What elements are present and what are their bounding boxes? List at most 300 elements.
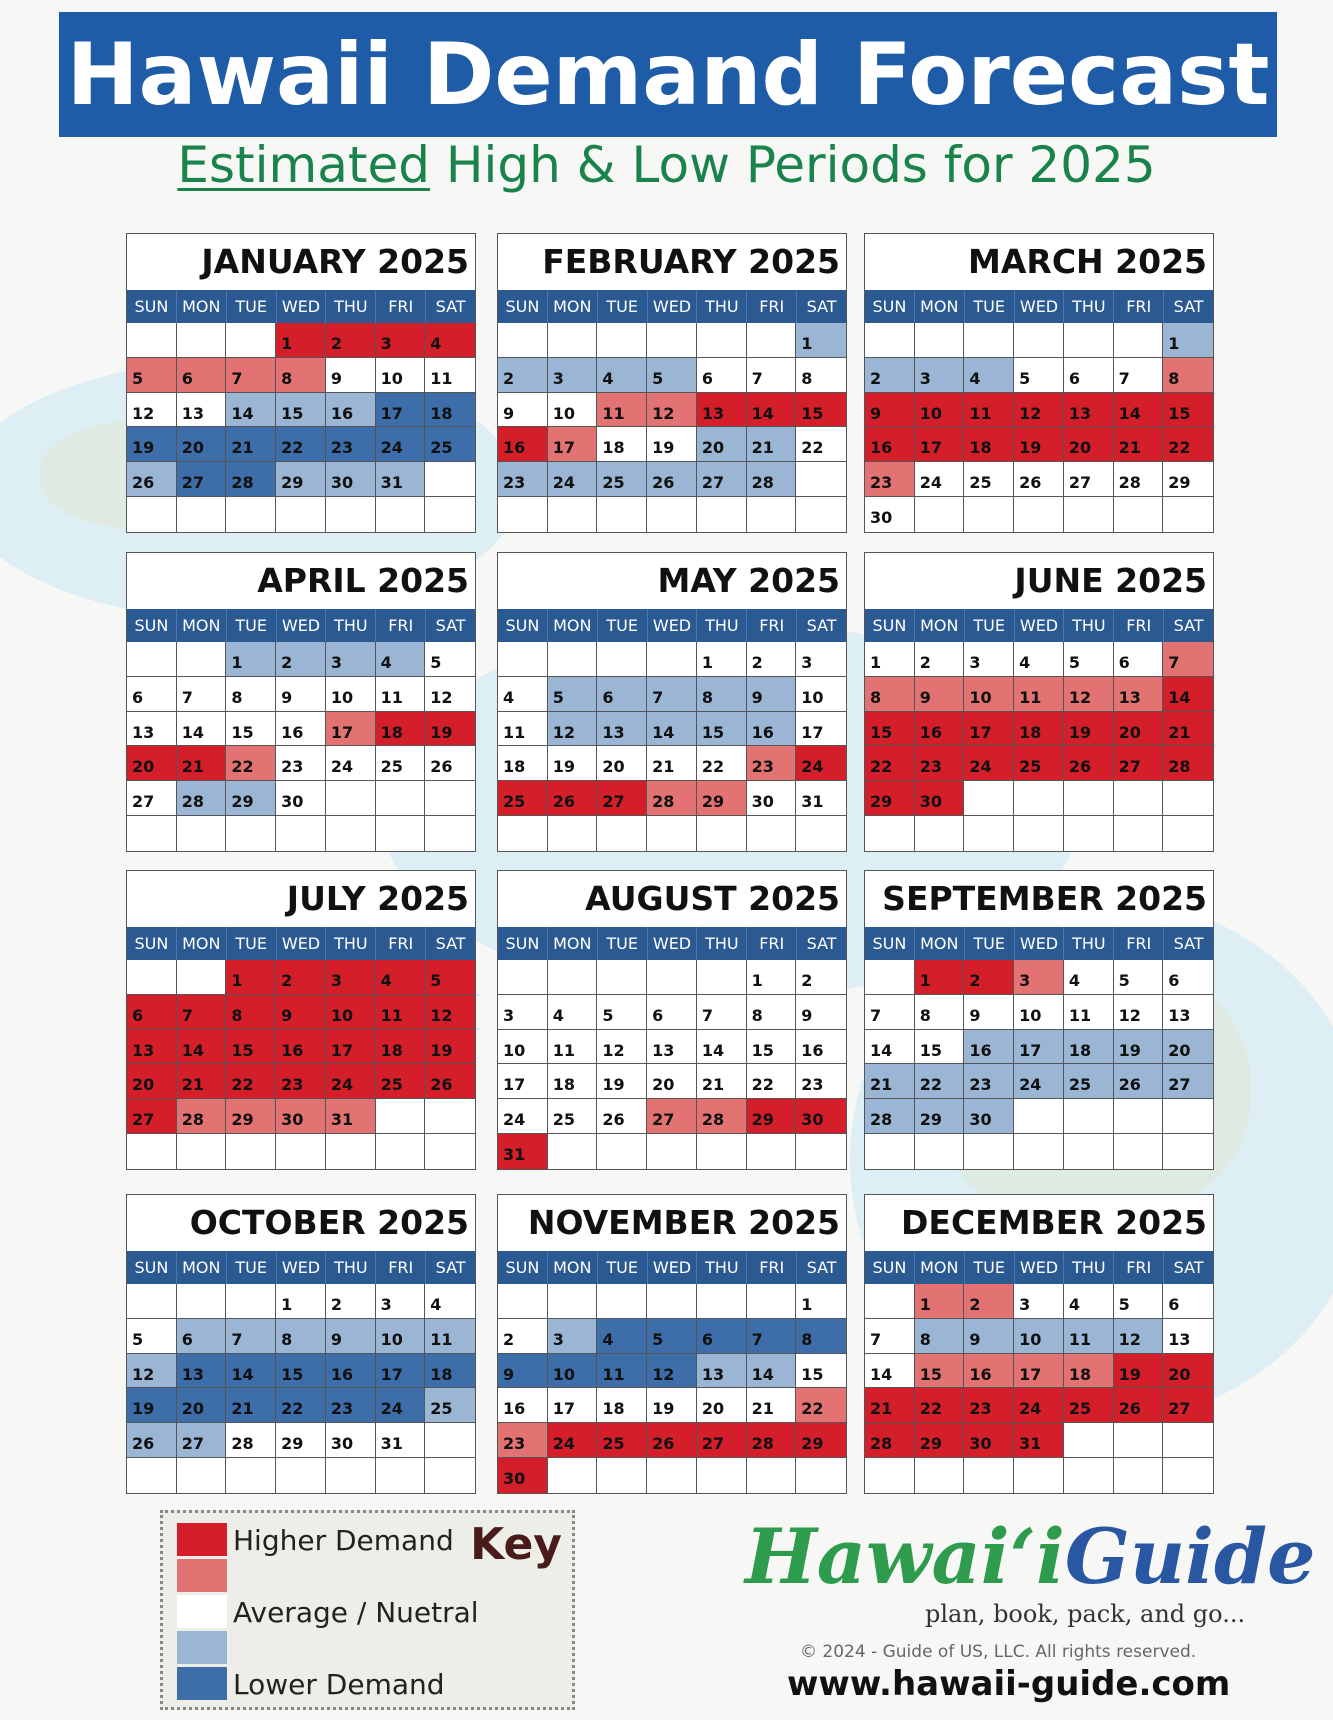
empty-day-cell [865, 960, 915, 995]
day-cell: 24 [376, 1388, 426, 1423]
day-grid [865, 323, 1213, 532]
day-cell: 28 [226, 462, 276, 497]
day-grid [127, 642, 475, 851]
empty-day-cell [548, 1458, 598, 1493]
day-cell: 21 [747, 427, 797, 462]
day-cell: 19 [127, 427, 177, 462]
empty-day-cell [647, 960, 697, 995]
day-cell: 19 [647, 427, 697, 462]
day-cell: 13 [1163, 1319, 1213, 1354]
day-cell: 10 [498, 1030, 548, 1065]
day-cell: 23 [964, 1064, 1014, 1099]
day-cell: 7 [747, 358, 797, 393]
day-cell: 2 [326, 1284, 376, 1319]
day-grid [498, 642, 846, 851]
day-cell: 8 [226, 995, 276, 1030]
day-cell: 29 [226, 1099, 276, 1134]
day-cell: 24 [498, 1099, 548, 1134]
empty-day-cell [1163, 781, 1213, 816]
brand-logo [745, 1512, 1315, 1601]
day-cell: 25 [376, 1064, 426, 1099]
month-title: JULY 2025 [286, 879, 469, 918]
day-cell: 20 [1064, 427, 1114, 462]
day-cell: 30 [276, 781, 326, 816]
empty-day-cell [276, 1134, 326, 1169]
empty-day-cell [177, 816, 227, 851]
day-cell: 16 [964, 1030, 1014, 1065]
month-title: NOVEMBER 2025 [527, 1203, 840, 1242]
month-calendar [497, 552, 847, 852]
empty-day-cell [1114, 1099, 1164, 1134]
day-cell: 2 [498, 1319, 548, 1354]
day-cell: 7 [177, 677, 227, 712]
day-cell: 30 [498, 1458, 548, 1493]
empty-day-cell [548, 1284, 598, 1319]
empty-day-cell [647, 816, 697, 851]
day-cell: 30 [915, 781, 965, 816]
day-cell: 6 [1114, 642, 1164, 677]
day-cell: 30 [964, 1099, 1014, 1134]
day-cell: 13 [597, 712, 647, 747]
empty-day-cell [177, 642, 227, 677]
day-cell: 21 [1163, 712, 1213, 747]
day-cell: 27 [697, 462, 747, 497]
empty-day-cell [747, 497, 797, 532]
weekday-label: MON [177, 609, 227, 642]
weekday-label: FRI [747, 609, 797, 642]
day-cell: 12 [647, 393, 697, 428]
empty-day-cell [747, 1134, 797, 1169]
day-cell: 24 [964, 746, 1014, 781]
weekday-label: SAT [806, 1258, 837, 1277]
day-cell: 6 [127, 995, 177, 1030]
day-cell: 15 [915, 1354, 965, 1389]
day-cell: 4 [498, 677, 548, 712]
weekday-label: WED [1015, 927, 1065, 960]
day-cell: 11 [376, 677, 426, 712]
month-title: APRIL 2025 [257, 561, 469, 600]
month-title: SEPTEMBER 2025 [882, 879, 1207, 918]
empty-day-cell [177, 1458, 227, 1493]
weekday-header [498, 1251, 846, 1284]
website-url[interactable]: www.hawaii-guide.com [787, 1664, 1231, 1704]
empty-day-cell [796, 816, 846, 851]
empty-day-cell [548, 323, 598, 358]
empty-day-cell [1014, 323, 1064, 358]
day-cell: 18 [498, 746, 548, 781]
empty-day-cell [796, 1458, 846, 1493]
day-cell: 17 [548, 1388, 598, 1423]
day-cell: 14 [647, 712, 697, 747]
page-title: Hawaii Demand Forecast [59, 12, 1277, 137]
day-cell: 25 [498, 781, 548, 816]
day-cell: 7 [226, 1319, 276, 1354]
day-cell: 11 [425, 358, 475, 393]
empty-day-cell [1114, 816, 1164, 851]
day-cell: 18 [1014, 712, 1064, 747]
day-cell: 1 [915, 1284, 965, 1319]
day-cell: 3 [1014, 960, 1064, 995]
day-cell: 25 [1064, 1064, 1114, 1099]
empty-day-cell [226, 1458, 276, 1493]
empty-day-cell [1114, 781, 1164, 816]
key-title: Key [470, 1519, 562, 1570]
day-cell: 2 [326, 323, 376, 358]
empty-day-cell [1163, 1458, 1213, 1493]
day-cell: 26 [127, 1423, 177, 1458]
empty-day-cell [1014, 781, 1064, 816]
day-cell: 27 [1163, 1388, 1213, 1423]
day-cell: 4 [1064, 960, 1114, 995]
day-cell: 24 [548, 1423, 598, 1458]
empty-day-cell [425, 1134, 475, 1169]
month-calendar [126, 1194, 476, 1494]
weekday-label: FRI [747, 1251, 797, 1284]
month-calendar [126, 870, 476, 1170]
day-cell: 26 [1114, 1064, 1164, 1099]
day-cell: 4 [1064, 1284, 1114, 1319]
day-cell: 14 [177, 712, 227, 747]
day-cell: 10 [376, 1319, 426, 1354]
day-cell: 19 [597, 1064, 647, 1099]
day-cell: 27 [177, 1423, 227, 1458]
weekday-label: MON [548, 1251, 598, 1284]
day-cell: 27 [647, 1099, 697, 1134]
day-cell: 22 [697, 746, 747, 781]
day-cell: 8 [796, 358, 846, 393]
empty-day-cell [425, 462, 475, 497]
day-cell: 21 [1114, 427, 1164, 462]
weekday-header [498, 290, 846, 323]
day-cell: 17 [326, 712, 376, 747]
empty-day-cell [597, 816, 647, 851]
day-cell: 16 [865, 427, 915, 462]
day-cell: 3 [915, 358, 965, 393]
empty-day-cell [226, 497, 276, 532]
day-cell: 18 [597, 427, 647, 462]
day-cell: 27 [177, 462, 227, 497]
day-cell: 20 [177, 427, 227, 462]
day-cell: 16 [498, 427, 548, 462]
day-cell: 17 [326, 1030, 376, 1065]
day-cell: 14 [865, 1354, 915, 1389]
day-cell: 28 [177, 1099, 227, 1134]
day-cell: 15 [915, 1030, 965, 1065]
day-cell: 3 [796, 642, 846, 677]
day-cell: 23 [865, 462, 915, 497]
weekday-label: THU [326, 927, 376, 960]
day-cell: 20 [647, 1064, 697, 1099]
empty-day-cell [697, 497, 747, 532]
empty-day-cell [1163, 1134, 1213, 1169]
empty-day-cell [177, 1134, 227, 1169]
month-calendar [864, 233, 1214, 533]
day-cell: 5 [1014, 358, 1064, 393]
weekday-header [127, 609, 475, 642]
day-cell: 2 [796, 960, 846, 995]
day-cell: 12 [1114, 995, 1164, 1030]
month-title: OCTOBER 2025 [189, 1203, 469, 1242]
weekday-label: THU [697, 927, 747, 960]
day-cell: 23 [796, 1064, 846, 1099]
day-cell: 26 [1064, 746, 1114, 781]
day-cell: 13 [177, 1354, 227, 1389]
empty-day-cell [865, 323, 915, 358]
empty-day-cell [425, 497, 475, 532]
empty-day-cell [376, 781, 426, 816]
empty-day-cell [498, 816, 548, 851]
key-swatch [177, 1523, 227, 1556]
day-cell: 29 [1163, 462, 1213, 497]
day-cell: 28 [177, 781, 227, 816]
key-label: Higher Demand [233, 1524, 454, 1557]
day-cell: 25 [1064, 1388, 1114, 1423]
day-cell: 26 [425, 746, 475, 781]
day-cell: 5 [647, 1319, 697, 1354]
empty-day-cell [865, 1284, 915, 1319]
day-cell: 23 [747, 746, 797, 781]
weekday-label: FRI [747, 927, 797, 960]
empty-day-cell [647, 1134, 697, 1169]
empty-day-cell [1114, 1458, 1164, 1493]
day-cell: 4 [964, 358, 1014, 393]
empty-day-cell [1114, 1134, 1164, 1169]
day-cell: 17 [498, 1064, 548, 1099]
empty-day-cell [177, 960, 227, 995]
day-cell: 9 [747, 677, 797, 712]
day-cell: 5 [647, 358, 697, 393]
weekday-label: SAT [435, 616, 466, 635]
day-cell: 30 [326, 1423, 376, 1458]
day-cell: 9 [964, 995, 1014, 1030]
day-cell: 17 [915, 427, 965, 462]
day-cell: 15 [865, 712, 915, 747]
day-cell: 25 [425, 1388, 475, 1423]
weekday-label: SAT [806, 297, 837, 316]
day-cell: 10 [964, 677, 1014, 712]
day-cell: 5 [1064, 642, 1114, 677]
day-cell: 11 [597, 1354, 647, 1389]
day-cell: 1 [276, 1284, 326, 1319]
day-cell: 26 [647, 1423, 697, 1458]
month-title: FEBRUARY 2025 [542, 242, 840, 281]
day-cell: 19 [425, 712, 475, 747]
day-cell: 14 [747, 393, 797, 428]
day-grid [127, 323, 475, 532]
empty-day-cell [498, 960, 548, 995]
weekday-label: MON [548, 927, 598, 960]
weekday-label: SUN [865, 290, 915, 323]
day-cell: 21 [865, 1064, 915, 1099]
day-cell: 27 [1114, 746, 1164, 781]
day-cell: 23 [498, 1423, 548, 1458]
day-cell: 22 [1163, 427, 1213, 462]
empty-day-cell [1064, 816, 1114, 851]
empty-day-cell [915, 497, 965, 532]
day-cell: 23 [276, 746, 326, 781]
empty-day-cell [425, 781, 475, 816]
empty-day-cell [226, 1134, 276, 1169]
day-cell: 5 [548, 677, 598, 712]
empty-day-cell [326, 497, 376, 532]
day-cell: 15 [226, 1030, 276, 1065]
month-title: JUNE 2025 [1014, 561, 1207, 600]
legend-key [160, 1510, 575, 1710]
day-cell: 6 [127, 677, 177, 712]
empty-day-cell [1163, 1099, 1213, 1134]
weekday-label: MON [915, 1251, 965, 1284]
day-cell: 9 [326, 1319, 376, 1354]
day-cell: 2 [964, 960, 1014, 995]
day-cell: 16 [276, 1030, 326, 1065]
day-cell: 3 [1014, 1284, 1064, 1319]
day-cell: 10 [1014, 1319, 1064, 1354]
empty-day-cell [796, 497, 846, 532]
weekday-label: FRI [376, 290, 426, 323]
empty-day-cell [326, 781, 376, 816]
day-cell: 1 [697, 642, 747, 677]
empty-day-cell [226, 1284, 276, 1319]
day-cell: 31 [326, 1099, 376, 1134]
day-cell: 4 [376, 642, 426, 677]
day-cell: 7 [647, 677, 697, 712]
day-cell: 9 [796, 995, 846, 1030]
weekday-label: FRI [1114, 927, 1164, 960]
day-grid [127, 960, 475, 1169]
weekday-label: MON [915, 609, 965, 642]
day-cell: 11 [597, 393, 647, 428]
weekday-label: SUN [127, 1251, 177, 1284]
day-cell: 19 [1114, 1030, 1164, 1065]
weekday-label: THU [1064, 290, 1114, 323]
day-cell: 19 [1114, 1354, 1164, 1389]
day-cell: 5 [597, 995, 647, 1030]
empty-day-cell [697, 1458, 747, 1493]
weekday-label: FRI [376, 927, 426, 960]
day-cell: 21 [177, 746, 227, 781]
day-cell: 17 [796, 712, 846, 747]
day-cell: 12 [1014, 393, 1064, 428]
empty-day-cell [177, 1284, 227, 1319]
day-cell: 28 [1163, 746, 1213, 781]
day-cell: 22 [865, 746, 915, 781]
weekday-label: TUE [598, 1251, 648, 1284]
empty-day-cell [1064, 323, 1114, 358]
day-cell: 9 [498, 393, 548, 428]
month-calendar [126, 233, 476, 533]
brand-block [745, 1512, 1316, 1712]
weekday-label: FRI [376, 609, 426, 642]
day-cell: 1 [796, 1284, 846, 1319]
empty-day-cell [796, 462, 846, 497]
day-cell: 8 [697, 677, 747, 712]
weekday-label: TUE [965, 609, 1015, 642]
empty-day-cell [747, 1458, 797, 1493]
day-cell: 14 [226, 393, 276, 428]
empty-day-cell [697, 1284, 747, 1319]
day-cell: 24 [548, 462, 598, 497]
day-cell: 24 [376, 427, 426, 462]
day-cell: 22 [276, 1388, 326, 1423]
day-cell: 20 [597, 746, 647, 781]
month-calendar [864, 552, 1214, 852]
day-cell: 15 [747, 1030, 797, 1065]
empty-day-cell [647, 497, 697, 532]
day-cell: 29 [915, 1423, 965, 1458]
month-calendar [126, 552, 476, 852]
day-cell: 2 [865, 358, 915, 393]
day-cell: 23 [915, 746, 965, 781]
day-cell: 28 [747, 1423, 797, 1458]
day-cell: 2 [915, 642, 965, 677]
day-cell: 3 [548, 358, 598, 393]
weekday-header [865, 927, 1213, 960]
day-cell: 9 [498, 1354, 548, 1389]
empty-day-cell [1064, 1134, 1114, 1169]
weekday-label: THU [326, 290, 376, 323]
day-cell: 29 [276, 462, 326, 497]
day-cell: 31 [376, 1423, 426, 1458]
day-cell: 28 [226, 1423, 276, 1458]
weekday-label: WED [1015, 290, 1065, 323]
day-cell: 5 [127, 1319, 177, 1354]
day-cell: 24 [326, 1064, 376, 1099]
day-cell: 10 [915, 393, 965, 428]
day-cell: 12 [127, 393, 177, 428]
day-cell: 3 [548, 1319, 598, 1354]
empty-day-cell [127, 642, 177, 677]
day-cell: 20 [1163, 1354, 1213, 1389]
weekday-label: TUE [227, 609, 277, 642]
weekday-header [865, 290, 1213, 323]
day-cell: 10 [376, 358, 426, 393]
day-cell: 20 [1114, 712, 1164, 747]
weekday-label: SUN [865, 609, 915, 642]
empty-day-cell [747, 816, 797, 851]
day-cell: 13 [1114, 677, 1164, 712]
empty-day-cell [548, 497, 598, 532]
day-cell: 13 [127, 712, 177, 747]
day-cell: 1 [915, 960, 965, 995]
empty-day-cell [1064, 1423, 1114, 1458]
day-cell: 3 [326, 960, 376, 995]
weekday-label: WED [277, 290, 327, 323]
empty-day-cell [1114, 323, 1164, 358]
weekday-label: TUE [965, 290, 1015, 323]
day-cell: 9 [276, 677, 326, 712]
weekday-label: THU [1064, 927, 1114, 960]
day-cell: 24 [915, 462, 965, 497]
day-cell: 1 [1163, 323, 1213, 358]
empty-day-cell [376, 497, 426, 532]
weekday-label: TUE [598, 290, 648, 323]
weekday-label: SAT [1173, 934, 1204, 953]
day-cell: 24 [796, 746, 846, 781]
day-cell: 3 [376, 1284, 426, 1319]
day-cell: 16 [747, 712, 797, 747]
weekday-label: SAT [1173, 297, 1204, 316]
empty-day-cell [964, 1458, 1014, 1493]
day-cell: 28 [865, 1099, 915, 1134]
day-grid [498, 1284, 846, 1493]
month-calendar [864, 870, 1214, 1170]
month-calendar [497, 870, 847, 1170]
day-cell: 12 [1114, 1319, 1164, 1354]
day-cell: 18 [425, 393, 475, 428]
day-cell: 2 [747, 642, 797, 677]
day-cell: 13 [697, 393, 747, 428]
empty-day-cell [796, 1134, 846, 1169]
